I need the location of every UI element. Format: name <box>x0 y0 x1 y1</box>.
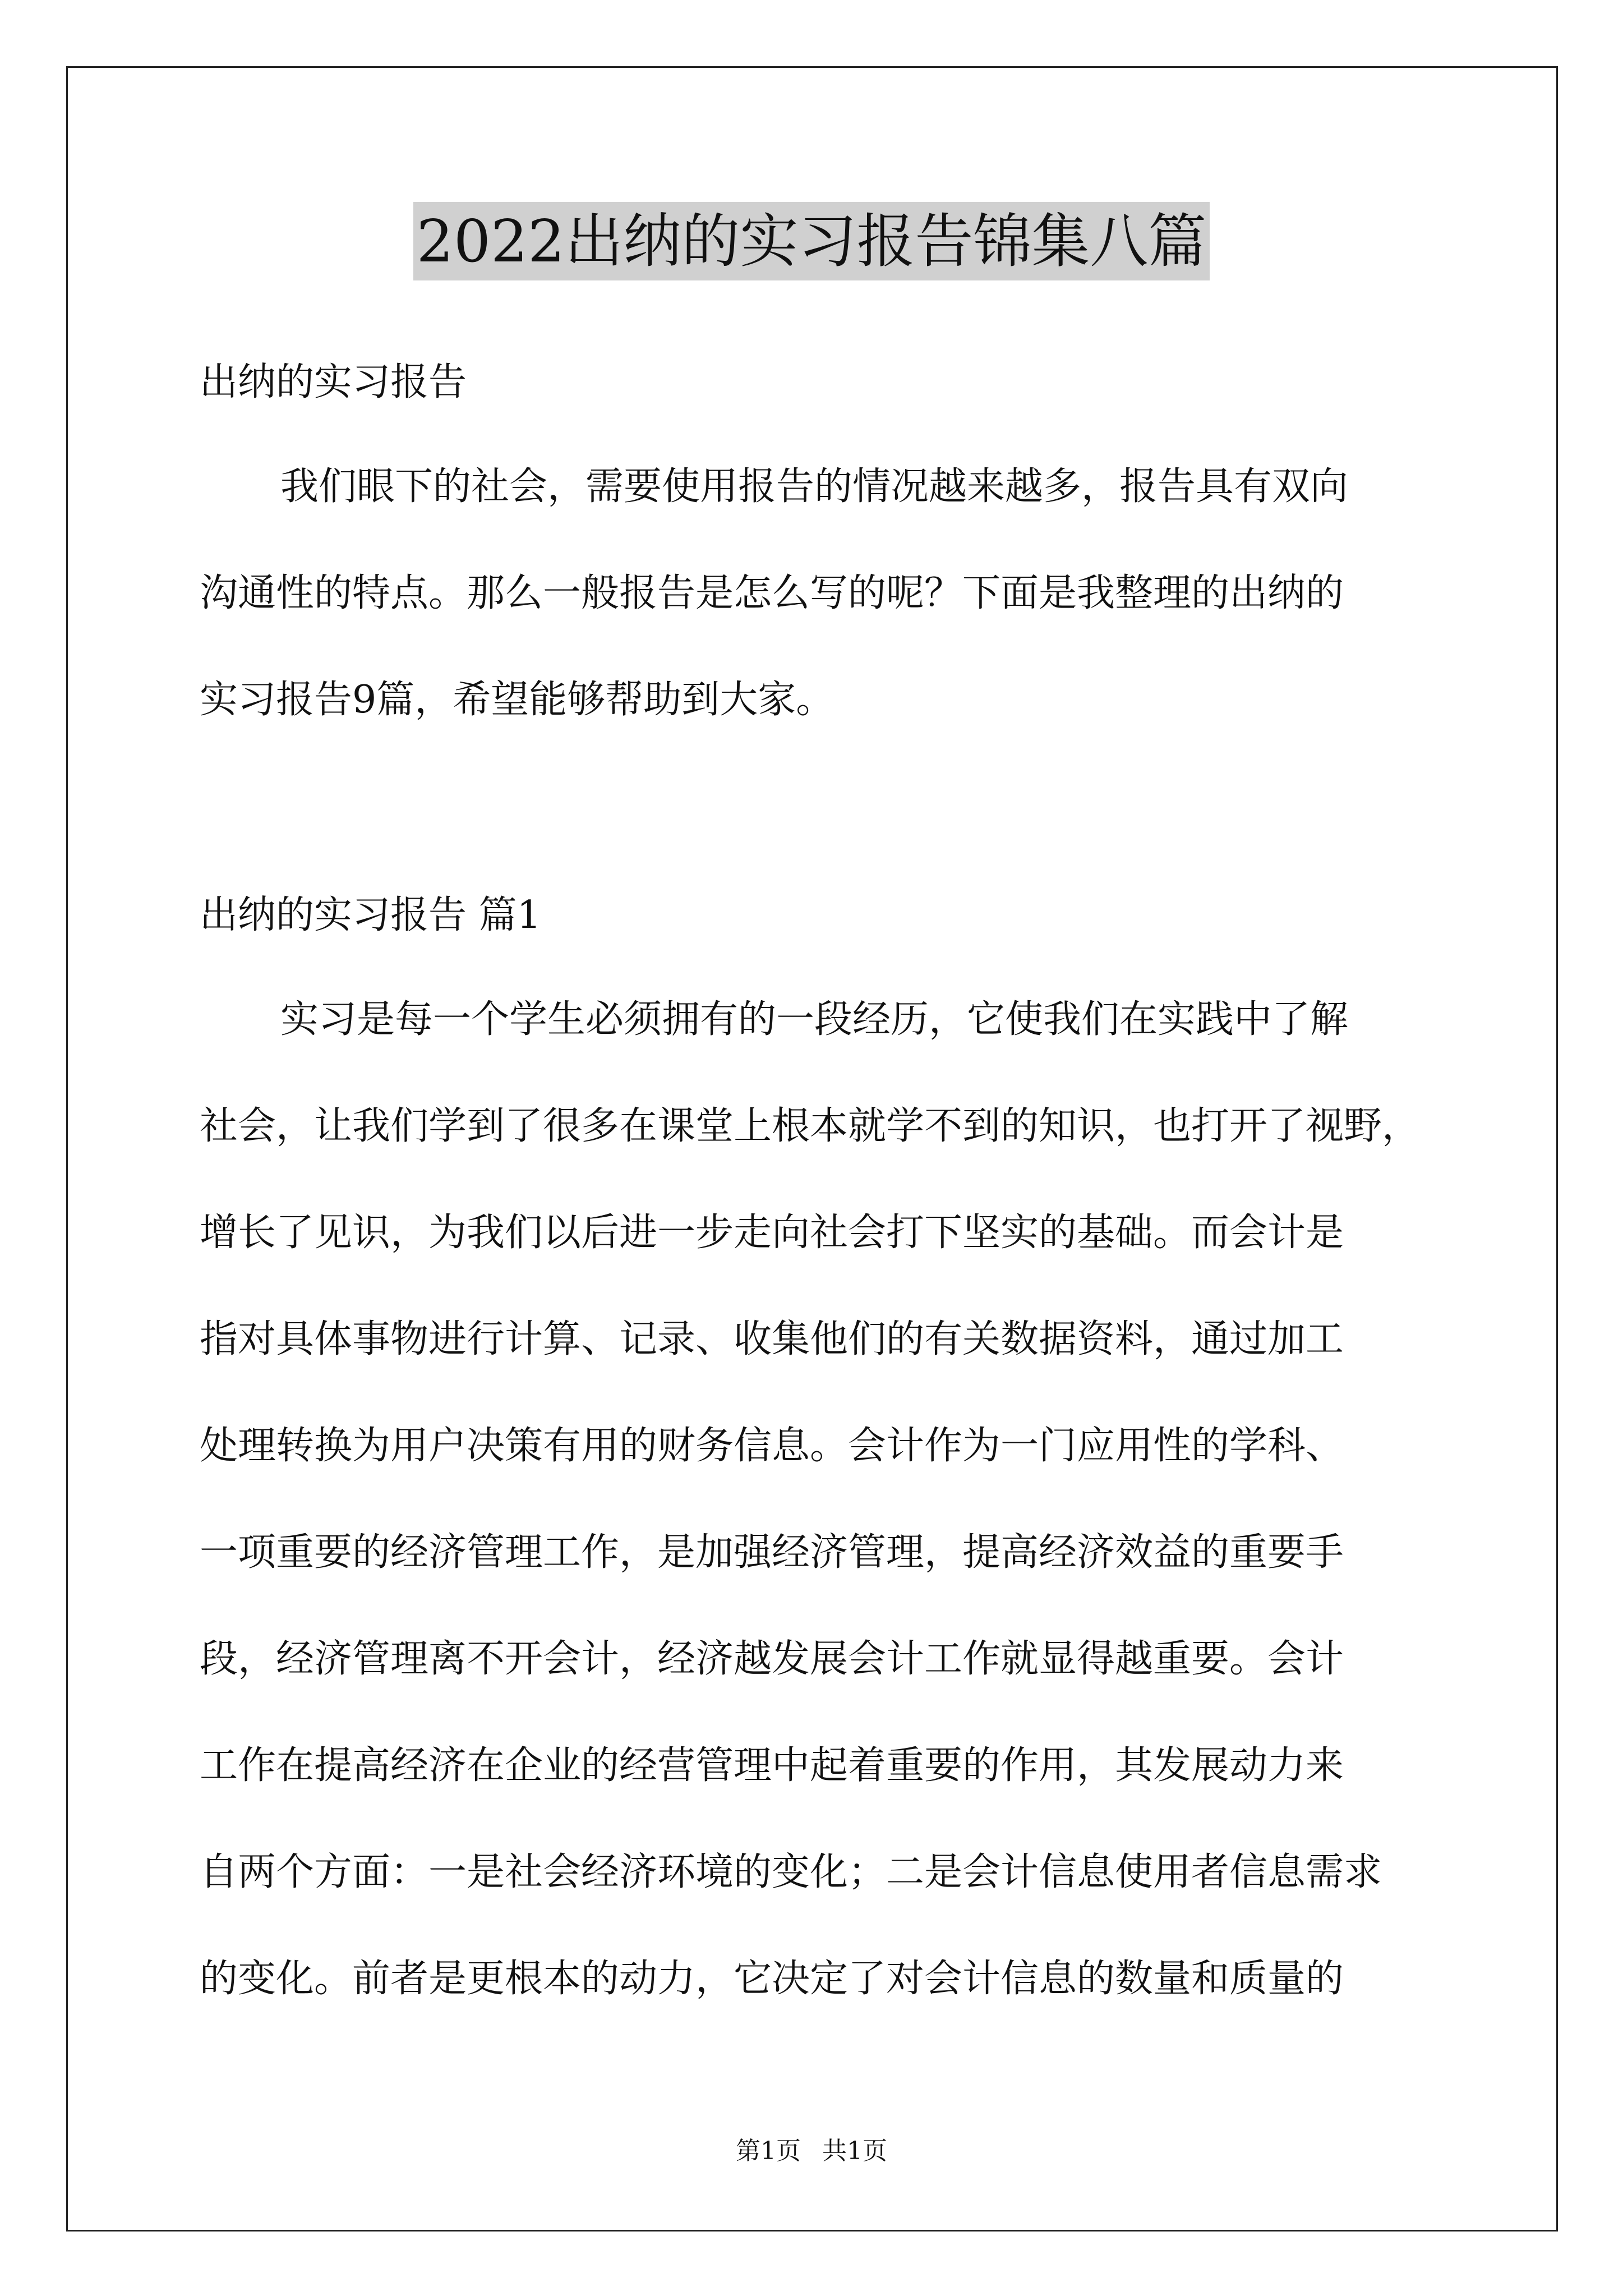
paragraph-line: 我们眼下的社会，需要使用报告的情况越来越多，报告具有双向 <box>280 464 1349 509</box>
paragraph-line: 指对具体事物进行计算、记录、收集他们的有关数据资料，通过加工 <box>200 1317 1344 1361</box>
paragraph-line: 的变化。前者是更根本的动力，它决定了对会计信息的数量和质量的 <box>200 1957 1344 2001</box>
page-total: 共1页 <box>822 2137 887 2165</box>
paragraph-line: 实习报告9篇，希望能够帮助到大家。 <box>200 678 834 722</box>
section-heading: 出纳的实习报告 <box>200 360 467 404</box>
paragraph-line: 增长了见识，为我们以后进一步走向社会打下坚实的基础。而会计是 <box>200 1211 1344 1255</box>
paragraph-line: 一项重要的经济管理工作，是加强经济管理，提高经济效益的重要手 <box>200 1530 1344 1575</box>
section-heading: 出纳的实习报告 篇1 <box>200 893 541 937</box>
page-footer <box>0 2134 1623 2168</box>
paragraph-line: 沟通性的特点。那么一般报告是怎么写的呢？下面是我整理的出纳的 <box>200 571 1344 615</box>
title-container <box>0 202 1623 280</box>
paragraph-line: 工作在提高经济在企业的经营管理中起着重要的作用，其发展动力来 <box>200 1743 1344 1788</box>
document-title: 2022出纳的实习报告锦集八篇 <box>413 202 1210 280</box>
paragraph-line: 自两个方面：一是社会经济环境的变化；二是会计信息使用者信息需求 <box>200 1850 1382 1894</box>
paragraph-line: 实习是每一个学生必须拥有的一段经历，它使我们在实践中了解 <box>280 997 1349 1042</box>
page-number: 第1页 <box>736 2137 801 2165</box>
paragraph-line: 段，经济管理离不开会计，经济越发展会计工作就显得越重要。会计 <box>200 1637 1344 1681</box>
paragraph-line: 处理转换为用户决策有用的财务信息。会计作为一门应用性的学科、 <box>200 1424 1344 1468</box>
paragraph-line: 社会，让我们学到了很多在课堂上根本就学不到的知识，也打开了视野， <box>200 1104 1421 1148</box>
